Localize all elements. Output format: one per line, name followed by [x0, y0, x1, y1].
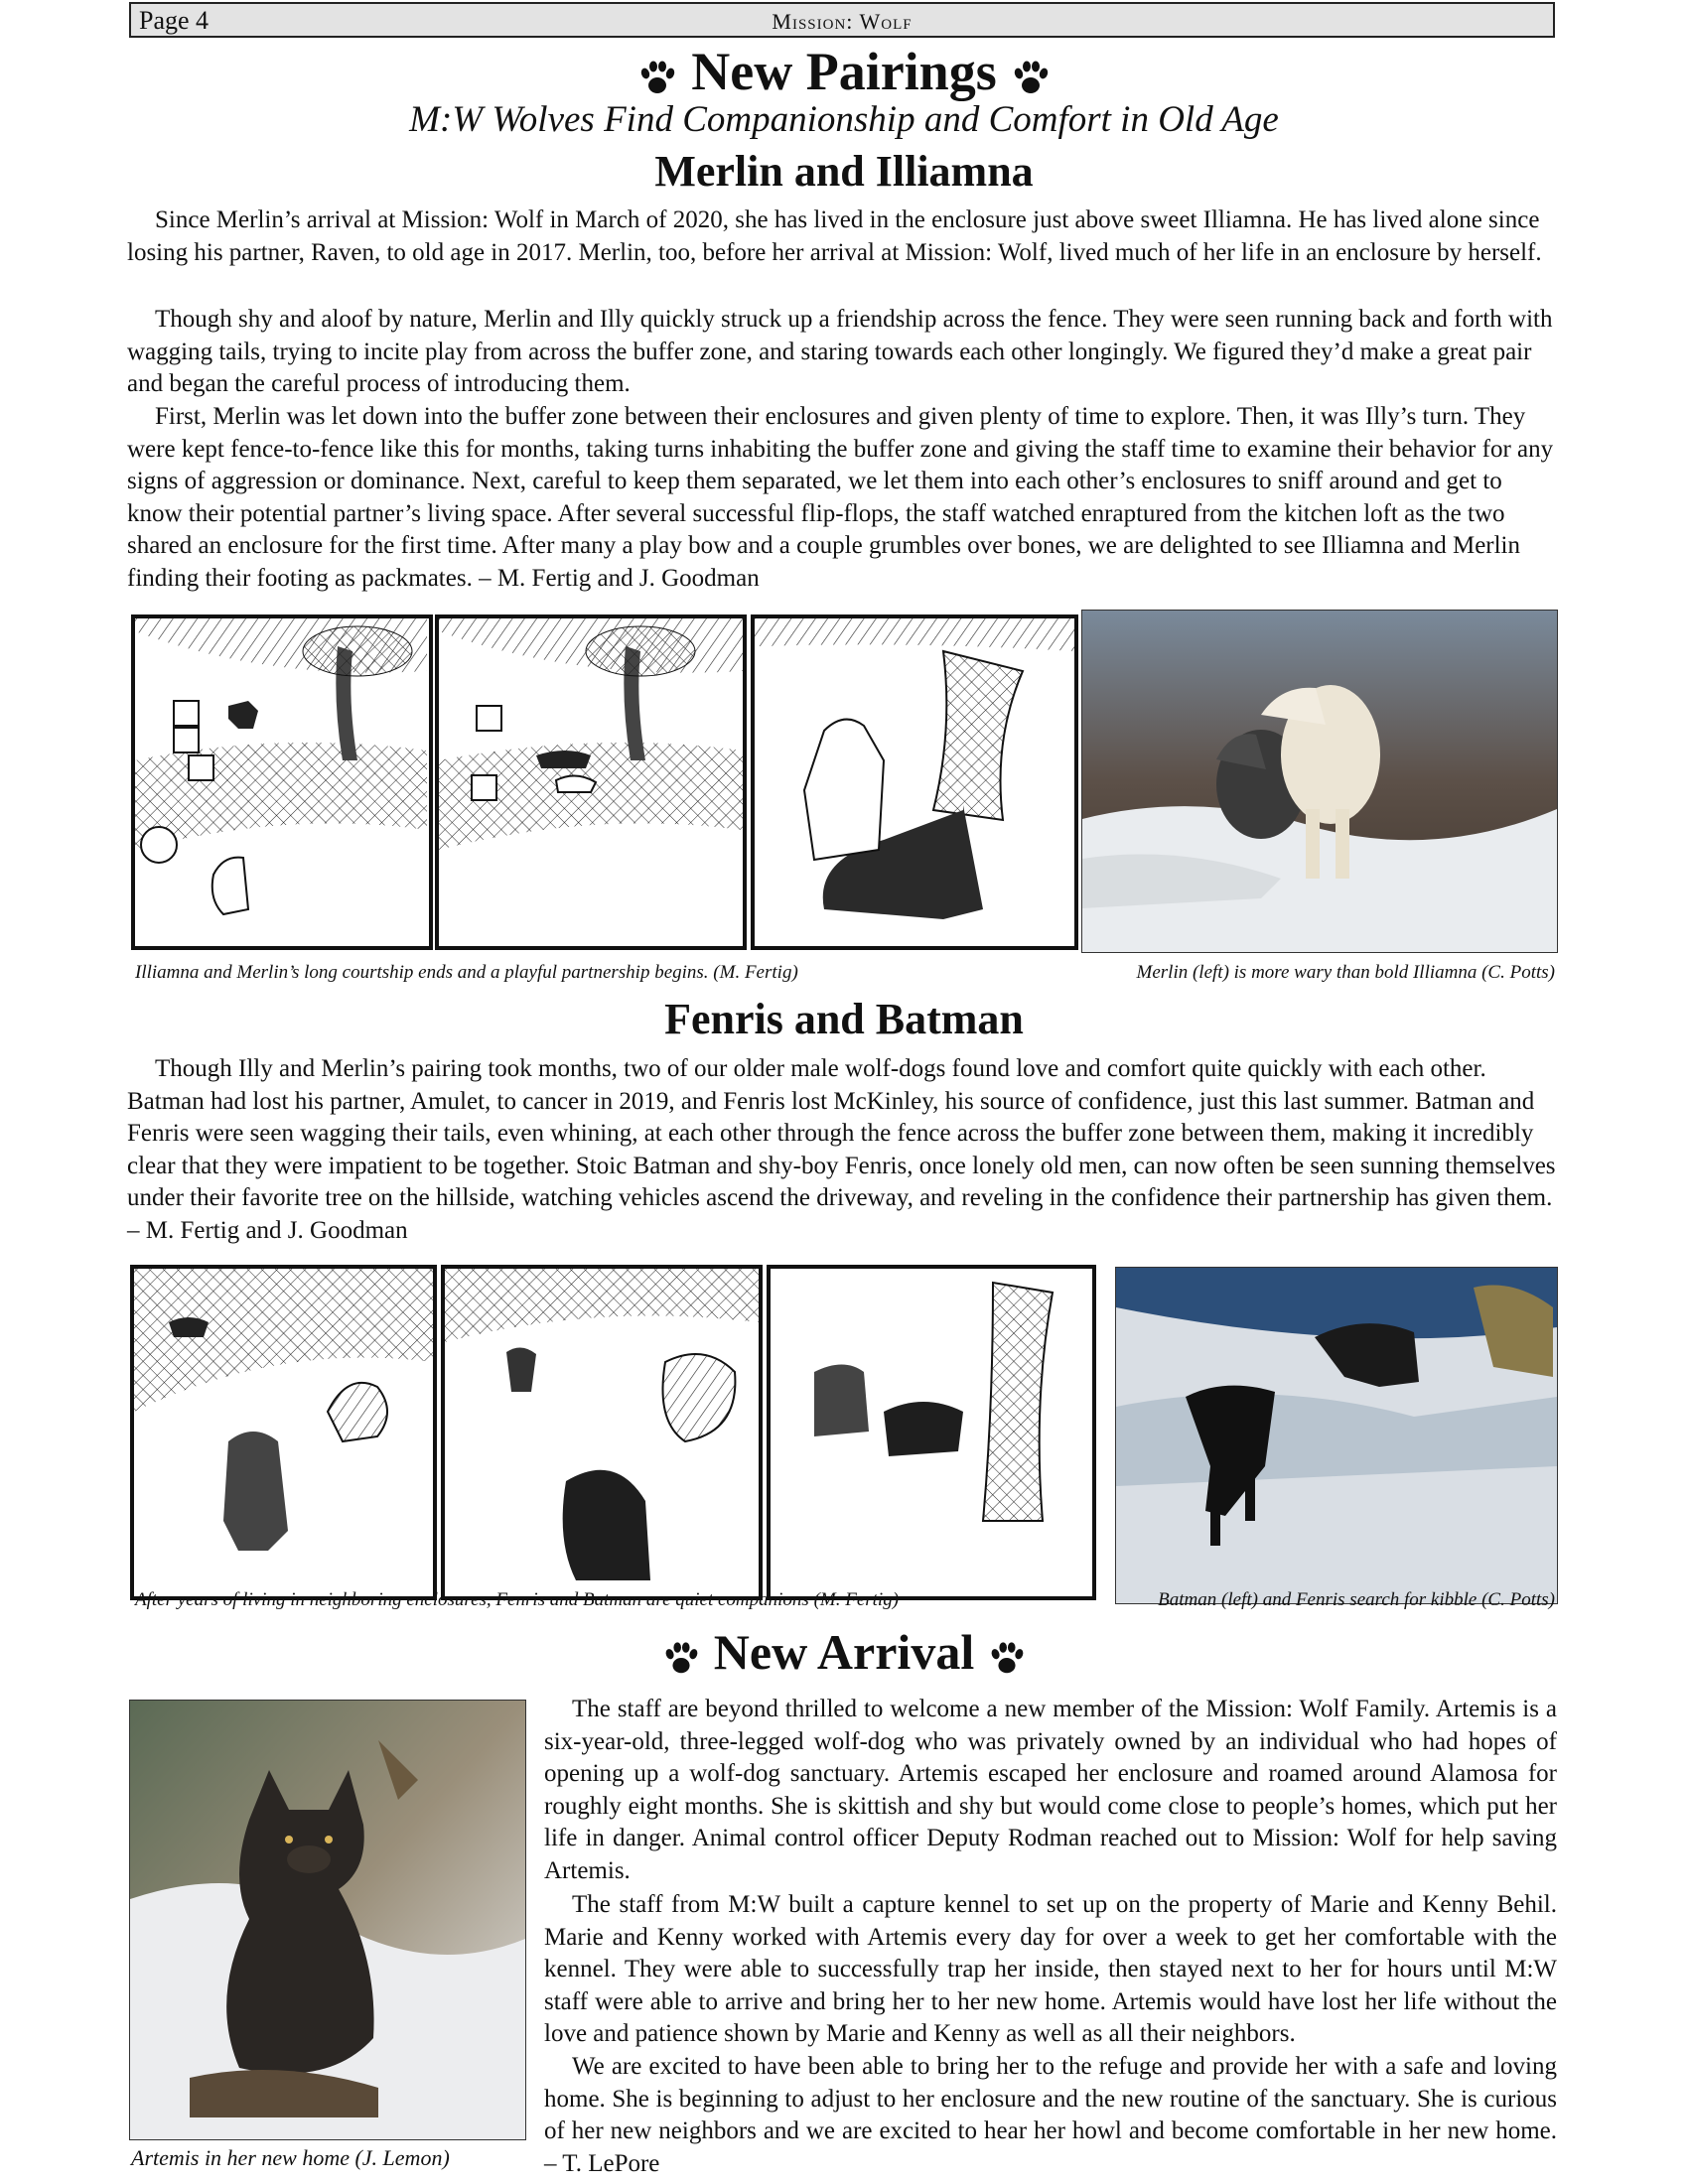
merlin-paragraph-1: Since Merlin’s arrival at Mission: Wolf in March of 2020, she has lived in the enclosure just above sweet Illiamna. He has lived alone since losing his partner, Raven, to old age in 2017. Merlin, too, before her arrival at Mission: Wolf, lived much of her life in an enclosure by herself. — [127, 206, 1542, 266]
section-subtitle: M:W Wolves Find Companionship and Comfort in Old Age — [409, 99, 1279, 140]
arrival-paragraph-1: The staff are beyond thrilled to welcome a new member of the Mission: Wolf Family. Artemis is a six-year-old, three-legged wolf-dog who was privately owned by an individual who had hopes of opening up a wolf-dog sanctuary. Artemis escaped her enclosure and roamed around Alamosa for roughly eight months. She is skittish and shy but would come close to people’s homes, which put her life in danger. Animal control officer Deputy Rodman reached out to Mission: Wolf for help saving Artemis. — [544, 1696, 1557, 1884]
comic-panel-1 — [133, 616, 431, 948]
merlin-paragraph-2: Though shy and aloof by nature, Merlin and Illy quickly struck up a friendship across the fence. They were seen running back and forth with wagging tails, trying to incite play from across the buffer zone, and staring towards each other longingly. We figured they’d make a great pair and began the careful process of introducing them. — [127, 306, 1553, 397]
comic-strip-fenris-batman — [129, 1263, 1097, 1604]
fenris-paragraph: Though Illy and Merlin’s pairing took months, two of our older male wolf-dogs found love and comfort quite quickly with each other. Batman had lost his partner, Amulet, to cancer in 2019, and Fenris lost McKinley, his source of confidence, just this last summer. Batman and Fenris were seen wagging their tails, even whining, at each other through the fence across the buffer zone between them, making it incredibly clear that they were impatient to be together. Stoic Batman and shy-boy Fenris, once lonely old men, can now often be seen sunning themselves under their favorite tree on the hillside, watching vehicles ascend the driveway, and reveling in the confidence their partnership has given them. – M. Fertig and J. Goodman — [127, 1055, 1556, 1244]
heading-fenris-batman: Fenris and Batman — [664, 995, 1024, 1043]
caption-comic-1: Illiamna and Merlin’s long courtship ends and a playful partnership begins. (M. Fertig) — [135, 962, 798, 983]
section-title-new-arrival — [0, 1622, 1688, 1682]
caption-photo-1: Merlin (left) is more wary than bold Illiamna (C. Potts) — [1136, 962, 1555, 983]
arrival-paragraph-2: The staff from M:W built a capture kennel to set up on the property of Marie and Kenny Behil. Marie and Kenny worked with Artemis every day for over a week to get her comfortable with the kennel. They were able to successfully trap her inside, then stayed next to her for hours until M:W staff were able to arrive and bring her to her new home. Artemis would have lost her life without the love and patience shown by Marie and Kenny as well as all their neighbors. — [544, 1891, 1557, 2047]
caption-artemis: Artemis in her new home (J. Lemon) — [131, 2145, 450, 2170]
comic-panel-5 — [443, 1267, 761, 1598]
merlin-paragraph-3: First, Merlin was let down into the buffer zone between their enclosures and given plenty of time to explore. Then, it was Illy’s turn. They were kept fence-to-fence like this for months, taking turns inhabiting the buffer zone and giving the staff time to examine their behavior for any signs of aggression or dominance. Next, careful to keep them separated, we let them into each other’s enclosures to sniff around and get to know their potential partner’s living space. After several successful flip-flops, the staff watched enraptured from the kitchen loft as the two shared an enclosure for the first time. After many a play bow and a couple grumbles over bones, we are delighted to see Illiamna and Merlin finding their footing as packmates. – M. Fertig and J. Goodman — [127, 403, 1554, 592]
comic-panel-2 — [437, 616, 745, 948]
paw-icon — [637, 58, 677, 97]
paw-icon — [1011, 58, 1051, 97]
masthead: Mission: Wolf — [772, 9, 913, 34]
comic-panel-4 — [132, 1267, 435, 1598]
caption-photo-2: Batman (left) and Fenris search for kibble (C. Potts) — [1158, 1589, 1555, 1610]
page-header — [129, 2, 1555, 38]
section-title-new-pairings — [0, 40, 1688, 103]
heading-merlin-illiamna: Merlin and Illiamna — [654, 147, 1034, 196]
comic-panel-6 — [769, 1267, 1094, 1598]
paw-icon — [662, 1639, 700, 1677]
section-title-text: New Arrival — [713, 1624, 975, 1680]
paw-icon — [988, 1639, 1026, 1677]
photo-merlin-illiamna — [1081, 610, 1558, 953]
comic-panel-3 — [753, 616, 1076, 948]
caption-comic-2: After years of living in neighboring enclosures, Fenris and Batman are quiet companions (M. Fertig) — [135, 1589, 900, 1610]
page-number: Page 4 — [139, 6, 210, 35]
arrival-paragraph-3: We are excited to have been able to bring her to the refuge and provide her with a safe and loving home. She is beginning to adjust to her enclosure and the new routine of the sanctuary. She is curious of her new neighbors and we are excited to hear her howl and become comfortable in her new home. – T. LePore — [544, 2053, 1557, 2177]
photo-batman-fenris — [1115, 1267, 1558, 1604]
section-title-text: New Pairings — [691, 42, 997, 101]
photo-artemis — [129, 1700, 526, 2140]
comic-strip-merlin-illiamna — [129, 612, 1079, 953]
